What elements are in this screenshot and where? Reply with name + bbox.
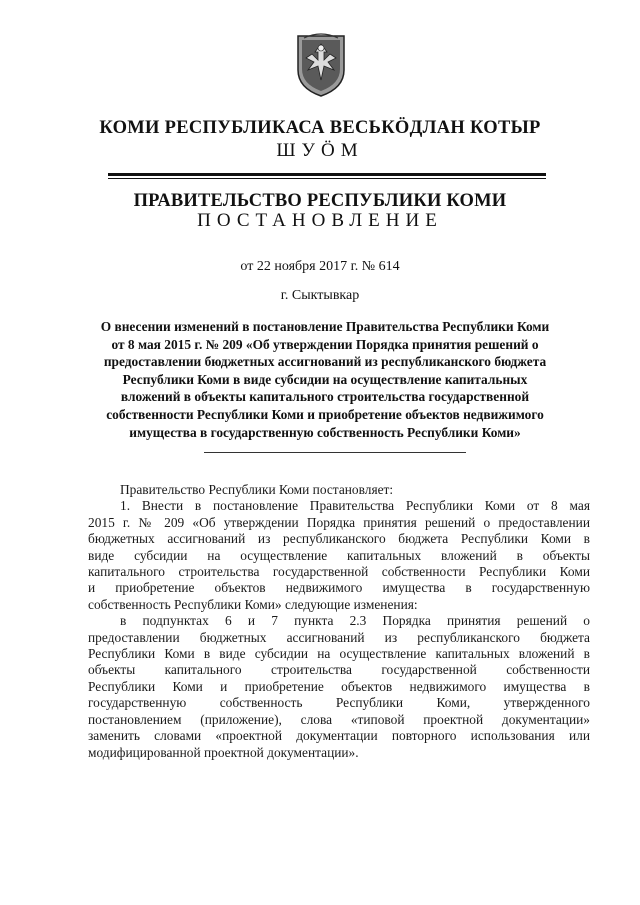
- body-line: 1. Внести в постановление Правительства Республики Коми от 8 мая: [120, 498, 590, 514]
- body-line: Республики Коми и приобретение объектов недвижимого имущества в: [88, 678, 590, 694]
- document-date-number: от 22 ноября 2017 г. № 614: [240, 259, 400, 274]
- title-line: О внесении изменений в постановление Правительства Республики Коми: [100, 319, 550, 334]
- title-line: от 8 мая 2015 г. № 209 «Об утверждении Порядка принятия решений о: [111, 336, 539, 352]
- body-line: виде субсидии на осуществление капитальных вложений в объекты: [88, 547, 590, 563]
- header-decree-komi: ШУÖМ: [276, 140, 364, 161]
- document-city: г. Сыктывкар: [280, 288, 360, 303]
- title-line: Республики Коми в виде субсидии на осуществление капитальных: [122, 371, 528, 387]
- body-line: бюджетных ассигнований из республиканского бюджета Республики Коми в: [88, 531, 590, 547]
- title-underline: [204, 452, 466, 453]
- title-line: имущества в государственную собственность Республики Коми»: [129, 424, 521, 440]
- body-line: модифицированной проектной документации».: [88, 744, 359, 760]
- body-line: капитального строительства государственной собственности Республики Коми: [88, 564, 590, 580]
- body-line: объекты капитального строительства государственной собственности: [88, 662, 590, 678]
- body-line: 2015 г. № 209 «Об утверждении Порядка принятия решений о предоставлении: [88, 514, 590, 530]
- body-line: собственность Республики Коми» следующие изменения:: [88, 596, 418, 612]
- body-line: в подпунктах 6 и 7 пункта 2.3 Порядка принятия решений о: [120, 613, 590, 629]
- body-line: предоставлении бюджетных ассигнований из республиканского бюджета: [88, 629, 590, 645]
- title-line: собственности Республики Коми и приобретение объектов недвижимого: [106, 406, 544, 422]
- body-line: государственную собственность Республики Коми, утвержденного: [88, 695, 590, 711]
- header-divider-thin: [108, 178, 546, 179]
- header-divider-thick: [108, 173, 546, 176]
- document-title: [84, 318, 566, 441]
- document-body: [88, 482, 590, 761]
- header-komi-language: КОМИ РЕСПУБЛИКАСА ВЕСЬКӦДЛАН КОТЫР: [99, 118, 541, 138]
- body-line: Правительство Республики Коми постановляет:: [120, 482, 394, 497]
- header-government: ПРАВИТЕЛЬСТВО РЕСПУБЛИКИ КОМИ: [133, 191, 507, 211]
- body-line: постановлением (приложение), слова «типовой проектной документации»: [88, 711, 590, 727]
- komi-coat-of-arms-icon: [294, 30, 348, 98]
- title-line: предоставлении бюджетных ассигнований из республиканского бюджета: [103, 354, 547, 370]
- body-line: заменить словами «проектной документации повторного использования или: [88, 728, 590, 744]
- body-line: Республики Коми в виде субсидии на осуществление капитальных вложений в: [88, 646, 590, 662]
- body-line: и приобретение объектов недвижимого имущества в государственную: [88, 580, 590, 596]
- title-line: вложений в объекты капитального строительства государственной: [120, 389, 530, 405]
- header-decree: ПОСТАНОВЛЕНИЕ: [197, 210, 443, 231]
